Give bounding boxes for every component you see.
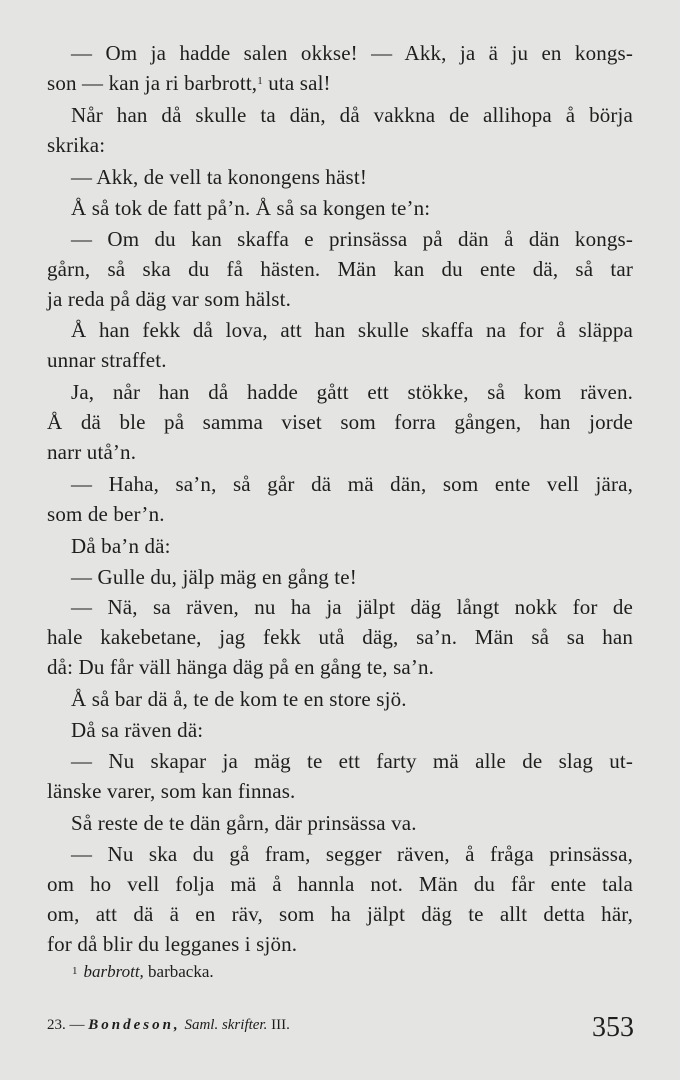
text-line: for då blir du legganes i sjön.: [47, 932, 298, 956]
text-line: skrika:: [47, 133, 106, 157]
footnote: [72, 960, 214, 984]
text-line: om, att dä ä en räv, som ha jälpt däg te allt detta här,: [47, 902, 633, 926]
text-line: länske varer, som kan finnas.: [47, 779, 296, 803]
text-line: — Nä, sa räven, nu ha ja jälpt däg långt nokk for de: [71, 595, 633, 619]
signature-volume: III.: [271, 1017, 290, 1033]
signature-number: 23. —: [47, 1017, 85, 1033]
signature-title: Saml. skrifter.: [184, 1017, 268, 1033]
text-line: — Akk, de vell ta konongens häst!: [71, 165, 367, 189]
page-number: 353: [592, 1012, 634, 1043]
footnote-term: barbrott,: [83, 962, 144, 981]
text-line-segment: son — kan ja ri barbrott,: [47, 71, 258, 95]
text-line: — Om du kan skaffa e prinsässa på dän å dän kongs-: [71, 227, 633, 251]
text-line: Å så tok de fatt på’n. Å så sa kongen te’n:: [71, 196, 431, 220]
text-line: — Om ja hadde salen okkse! — Akk, ja ä ju en kongs-: [71, 41, 633, 65]
text-line: gårn, så ska du få hästen. Män kan du ente dä, så tar: [47, 257, 633, 281]
text-line: om ho vell folja mä å hannla not. Män du får ente tala: [47, 872, 633, 896]
text-line-segment: uta sal!: [268, 71, 331, 95]
text-line: Ja, når han då hadde gått ett stökke, så kom räven.: [71, 380, 633, 404]
text-line: narr utå’n.: [47, 440, 137, 464]
text-line: Då sa räven dä:: [71, 718, 204, 742]
text-line: — Haha, sa’n, så går dä mä dän, som ente vell jära,: [71, 472, 633, 496]
text-line: då: Du får väll hänga däg på en gång te, sa’n.: [47, 655, 435, 679]
printer-signature: [47, 1014, 290, 1036]
text-line: Så reste de te dän gårn, där prinsässa va.: [71, 811, 417, 835]
text-line: — Nu ska du gå fram, segger räven, å fråga prinsässa,: [71, 842, 633, 866]
footnote-definition: barbacka.: [148, 962, 214, 981]
text-line: unnar straffet.: [47, 348, 167, 372]
text-line: Når han då skulle ta dän, då vakkna de allihopa å börja: [71, 103, 633, 127]
text-line: — Gulle du, jälp mäg en gång te!: [71, 565, 357, 589]
text-line: [47, 68, 331, 98]
text-line: hale kakebetane, jag fekk utå däg, sa’n. Män så sa han: [47, 625, 633, 649]
footnote-mark: 1: [72, 965, 78, 977]
text-line: — Nu skapar ja mäg te ett farty mä alle de slag ut-: [71, 749, 633, 773]
text-line: Å dä ble på samma viset som forra gången, han jorde: [47, 410, 633, 434]
text-line: Å han fekk då lova, att han skulle skaffa na for å släppa: [71, 318, 633, 342]
text-line: Då ba’n dä:: [71, 534, 171, 558]
text-line: Å så bar dä å, te de kom te en store sjö.: [71, 687, 407, 711]
signature-author: Bondeson,: [88, 1017, 181, 1033]
footnote-reference: 1: [257, 75, 263, 87]
text-line: som de ber’n.: [47, 502, 165, 526]
text-line: ja reda på däg var som hälst.: [47, 287, 292, 311]
